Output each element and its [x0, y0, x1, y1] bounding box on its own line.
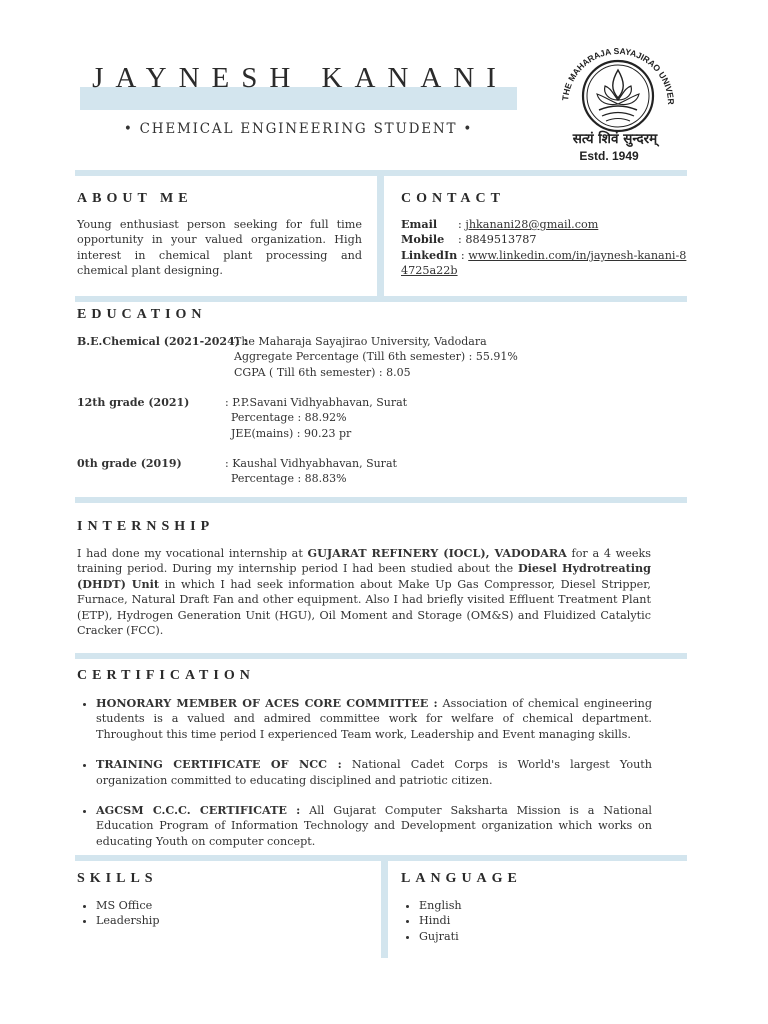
certification-text: National Cadet Corps is World's largest Youth organization committed to educating disciplined and patriotic citizen. — [96, 758, 652, 787]
education-entry-line: JEE(mains) : 90.23 pr — [231, 426, 352, 440]
divider-skills-language — [381, 861, 388, 958]
seal-established: Estd. 1949 — [579, 149, 639, 163]
contact-mobile-row — [401, 232, 691, 247]
linkedin-separator: : — [460, 248, 465, 262]
education-entry-line: : Kaushal Vidhyabhavan, Surat — [225, 457, 397, 470]
divider-education-top — [75, 296, 687, 302]
contact-block — [401, 217, 691, 279]
certification-list-container — [77, 696, 652, 864]
divider-internship-top — [75, 497, 687, 503]
education-entry-label: 12th grade (2021) — [77, 396, 190, 409]
language-item: • English — [419, 898, 680, 913]
education-entry-line: : P.P.Savani Vidhyabhavan, Surat — [225, 396, 408, 409]
education-entry-label: B.E.Chemical (2021-2024) : — [77, 335, 248, 348]
language-item: • Hindi — [419, 913, 680, 928]
certification-text: All Gujarat Computer Saksharta Mission is a National Education Program of Information Technology and Development organization which works on educating Youth on computer concept. — [96, 804, 653, 848]
certification-heading: HONORARY MEMBER OF ACES CORE COMMITTEE : — [96, 696, 438, 710]
education-title: EDUCATION — [77, 307, 207, 322]
mobile-separator: : — [458, 233, 462, 247]
email-separator: : — [458, 218, 462, 231]
education-entry-line: CGPA ( Till 6th semester) : 8.05 — [234, 365, 411, 379]
skills-title: SKILLS — [77, 871, 158, 886]
skills-list — [77, 898, 357, 929]
about-title: ABOUT ME — [77, 191, 193, 206]
language-item: • Gujrati — [419, 929, 680, 944]
university-seal-icon — [553, 30, 683, 165]
internship-company: GUJARAT REFINERY (IOCL), VADODARA — [307, 546, 567, 560]
certification-list — [77, 696, 652, 849]
language-title: LANGUAGE — [401, 871, 522, 886]
seal-motto: सत्यं शिवं सुन्दरम् — [572, 131, 658, 147]
internship-text: I had done my vocational internship at GUJARAT REFINERY (IOCL), VADODARA for a 4 weeks training period. During my internship period I had been studied about the Diesel Hydrotreating (DHDT) Unit in which I had seek information about Make Up Gas Compressor, Diesel Stripper, Furnace, Natural Draft Fan and other equipment. Also I had briefly visited Effluent Treatment Plant (ETP), Hydrogen Generation Unit (HGU), Oil Moment and Storage (OM&S) and Fluidized Catalytic Cracker (FCC). — [77, 546, 651, 638]
language-list-container — [400, 898, 680, 944]
education-entry-line: Percentage : 88.83% — [231, 472, 347, 486]
internship-unit: Diesel Hydrotreating (DHDT) Unit — [77, 561, 651, 591]
contact-linkedin-row — [401, 248, 691, 279]
divider-certification-top — [75, 653, 687, 659]
certification-item — [96, 696, 652, 742]
contact-email-row — [401, 217, 691, 232]
education-entry-line: Aggregate Percentage (Till 6th semester) : 55.91% — [234, 350, 518, 364]
candidate-subtitle: • CHEMICAL ENGINEERING STUDENT • — [123, 121, 474, 137]
certification-heading: TRAINING CERTIFICATE OF NCC : — [96, 757, 342, 772]
internship-title: INTERNSHIP — [77, 519, 215, 534]
certification-title: CERTIFICATION — [77, 668, 255, 683]
about-text: Young enthusiast person seeking for full time opportunity in your valued organization. High interest in chemical plant processing and chemical plant designing. — [77, 218, 362, 278]
candidate-name: JAYNESH KANANI — [92, 62, 508, 94]
mobile-label: Mobile — [401, 232, 445, 247]
education-entry-label: 0th grade (2019) — [77, 457, 182, 470]
linkedin-label: LinkedIn — [401, 247, 458, 262]
certification-item — [96, 757, 652, 788]
language-list — [400, 898, 680, 944]
skill-item: • MS Office — [96, 898, 357, 913]
seal-arc-text: THE MAHARAJA SAYAJIRAO UNIVER — [560, 45, 677, 105]
mobile-value: 8849513787 — [465, 233, 537, 247]
education-entry-line: The Maharaja Sayajirao University, Vadodara — [234, 335, 487, 348]
skills-list-container — [77, 898, 357, 929]
education-entry-line: Percentage : 88.92% — [231, 411, 347, 425]
linkedin-link[interactable]: www.linkedin.com/in/jaynesh-kanani-84725a22b — [401, 248, 687, 278]
email-link[interactable]: jhkanani28@gmail.com — [465, 218, 599, 231]
contact-title: CONTACT — [401, 191, 505, 206]
skill-item: • Leadership — [96, 913, 357, 928]
certification-heading: AGCSM C.C.C. CERTIFICATE : — [96, 803, 301, 818]
email-label: Email — [401, 217, 438, 231]
certification-text: Association of chemical engineering students is a valued and admired committee work for welfare of chemical department. Throughout this time period I experienced Team work, Leadership and Event managing skills. — [96, 697, 652, 741]
certification-item — [96, 803, 652, 849]
divider-about-contact — [377, 176, 384, 296]
